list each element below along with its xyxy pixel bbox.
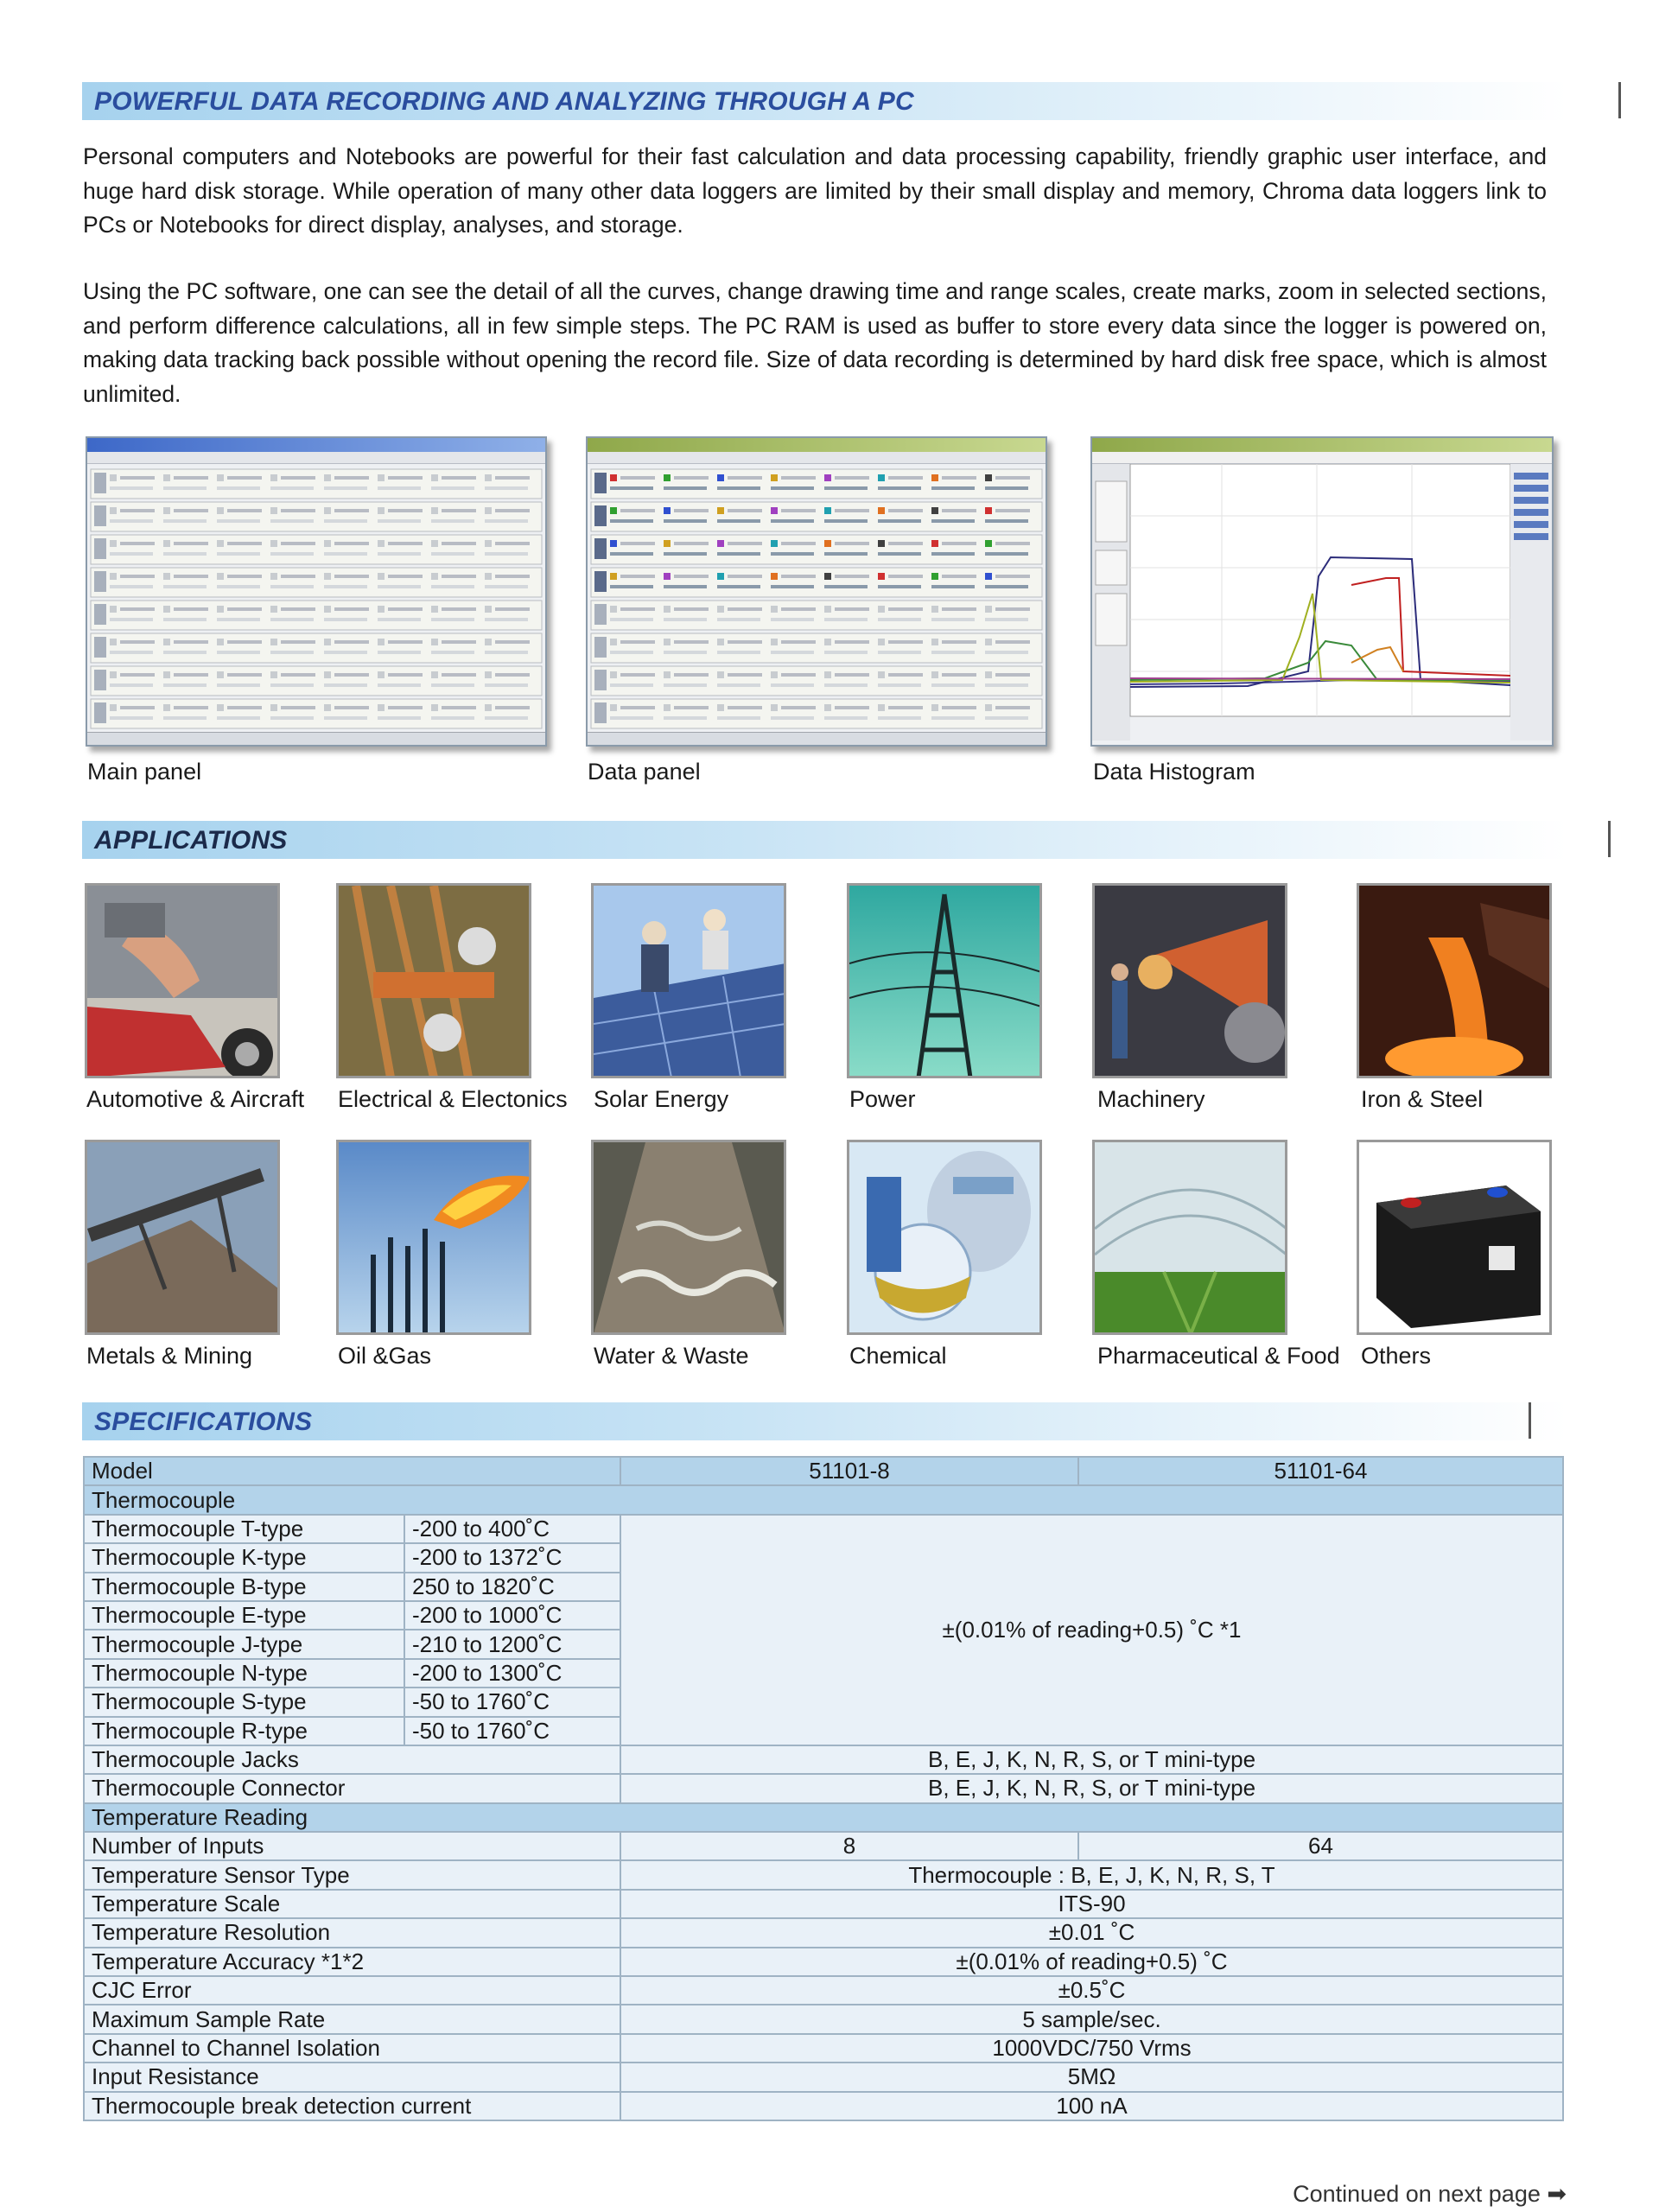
- table-row: [84, 1745, 1563, 1774]
- table-row: [84, 1485, 1563, 1514]
- spec-label: Thermocouple Jacks: [84, 1745, 620, 1774]
- tc-type-range: -200 to 1372˚C: [404, 1543, 620, 1572]
- section-title: APPLICATIONS: [94, 826, 288, 855]
- data-panel-grid: [588, 464, 1046, 732]
- spec-value: ±0.01 ˚C: [620, 1918, 1563, 1947]
- application-label: Automotive & Aircraft: [86, 1086, 305, 1112]
- greenhouse-photo-icon: [1092, 1140, 1287, 1335]
- spec-value: B, E, J, K, N, R, S, or T mini-type: [620, 1745, 1563, 1774]
- main-panel-grid: [87, 464, 545, 732]
- application-label: Machinery: [1097, 1086, 1205, 1112]
- table-row: [84, 1774, 1563, 1802]
- spec-label: Temperature Accuracy *1*2: [84, 1948, 620, 1976]
- model-51101-8: 51101-8: [620, 1457, 1078, 1485]
- application-label: Power: [849, 1086, 916, 1112]
- intro-paragraph-2: Using the PC software, one can see the detail of all the curves, change drawing time and range scales, create marks, zoom in selected sections, and perform difference calculations, all in few simple steps. The PC RAM is used as buffer to store every data since the logger is powered on, making data tracking back possible without opening the record file. Size of data recording is determined by hard disk free space, which is almost unlimited.: [83, 278, 1547, 407]
- table-row: [84, 1948, 1563, 1976]
- application-label: Pharmaceutical & Food: [1097, 1343, 1340, 1369]
- application-label: Others: [1361, 1343, 1432, 1369]
- tc-type-name: Thermocouple K-type: [84, 1543, 404, 1572]
- specifications-table: [83, 1456, 1564, 2121]
- spec-label: Temperature Sensor Type: [84, 1860, 620, 1889]
- application-label: Iron & Steel: [1361, 1086, 1484, 1112]
- machinery-photo-icon: [1092, 883, 1287, 1078]
- electronics-photo-icon: [336, 883, 531, 1078]
- tc-type-name: Thermocouple T-type: [84, 1515, 404, 1543]
- spec-value: 1000VDC/750 Vrms: [620, 2034, 1563, 2063]
- spec-value: B, E, J, K, N, R, S, or T mini-type: [620, 1774, 1563, 1802]
- table-row: [84, 1976, 1563, 2005]
- mining-photo-icon: [85, 1140, 280, 1335]
- tc-type-range: 250 to 1820˚C: [404, 1573, 620, 1601]
- tc-type-range: -200 to 1300˚C: [404, 1659, 620, 1688]
- data-histogram-screenshot: [1090, 436, 1554, 747]
- application-label: Chemical: [849, 1343, 947, 1369]
- divider: [1618, 82, 1621, 118]
- section-title: POWERFUL DATA RECORDING AND ANALYZING THROUGH A PC: [94, 87, 914, 116]
- spec-label: CJC Error: [84, 1976, 620, 2005]
- automotive-photo-icon: [85, 883, 280, 1078]
- spec-label: Number of Inputs: [84, 1832, 620, 1860]
- application-label: Electrical & Electonics: [338, 1086, 568, 1112]
- table-row: [84, 2005, 1563, 2033]
- application-label: Metals & Mining: [86, 1343, 253, 1369]
- model-label: Model: [84, 1457, 620, 1485]
- spec-value: Thermocouple : B, E, J, K, N, R, S, T: [620, 1860, 1563, 1889]
- tc-type-range: -50 to 1760˚C: [404, 1688, 620, 1716]
- table-row: [84, 2063, 1563, 2091]
- application-label: Oil &Gas: [338, 1343, 432, 1369]
- continued-text: Continued on next page: [1293, 2181, 1541, 2207]
- spec-value: 8: [620, 1832, 1078, 1860]
- model-51101-64: 51101-64: [1078, 1457, 1563, 1485]
- tc-type-range: -50 to 1760˚C: [404, 1717, 620, 1745]
- section-header-applications: [82, 821, 1568, 859]
- spec-label: Input Resistance: [84, 2063, 620, 2091]
- spec-label: Channel to Channel Isolation: [84, 2034, 620, 2063]
- main-panel-screenshot: [86, 436, 547, 747]
- tc-type-name: Thermocouple E-type: [84, 1601, 404, 1630]
- power-tower-photo-icon: [847, 883, 1042, 1078]
- battery-photo-icon: [1357, 1140, 1552, 1335]
- tc-type-name: Thermocouple R-type: [84, 1717, 404, 1745]
- spec-value: ITS-90: [620, 1890, 1563, 1918]
- table-row: [84, 1860, 1563, 1889]
- section-header-pc: [82, 82, 1568, 120]
- table-row: [84, 1918, 1563, 1947]
- tc-accuracy: ±(0.01% of reading+0.5) ˚C *1: [620, 1515, 1563, 1745]
- intro-paragraph-1: Personal computers and Notebooks are powerful for their fast calculation and data processing capability, friendly graphic user interface, and huge hard disk storage. While operation of many other data loggers are limited by their small display and memory, Chroma data loggers link to PCs or Notebooks for direct display, analyses, and storage.: [83, 143, 1547, 238]
- divider: [1529, 1402, 1531, 1439]
- screenshot-caption-histogram: Data Histogram: [1093, 759, 1255, 785]
- steel-photo-icon: [1357, 883, 1552, 1078]
- tc-type-name: Thermocouple S-type: [84, 1688, 404, 1716]
- table-row: [84, 1515, 1563, 1543]
- application-label: Solar Energy: [594, 1086, 729, 1112]
- chemical-photo-icon: [847, 1140, 1042, 1335]
- spec-value: ±0.5˚C: [620, 1976, 1563, 2005]
- spec-label: Maximum Sample Rate: [84, 2005, 620, 2033]
- tc-type-range: -200 to 400˚C: [404, 1515, 620, 1543]
- table-row: [84, 1457, 1563, 1485]
- spec-value: 64: [1078, 1832, 1563, 1860]
- application-label: Water & Waste: [594, 1343, 749, 1369]
- continued-note: [1293, 2181, 1567, 2208]
- spec-label: Temperature Scale: [84, 1890, 620, 1918]
- section-title: SPECIFICATIONS: [94, 1408, 313, 1436]
- screenshot-caption-main: Main panel: [87, 759, 202, 785]
- divider: [1608, 821, 1611, 857]
- section-header-specifications: [82, 1402, 1568, 1440]
- thermocouple-header: Thermocouple: [84, 1485, 1563, 1514]
- tc-type-range: -200 to 1000˚C: [404, 1601, 620, 1630]
- table-row: [84, 2034, 1563, 2063]
- spec-value: 5 sample/sec.: [620, 2005, 1563, 2033]
- screenshot-caption-data: Data panel: [588, 759, 701, 785]
- spec-label: Thermocouple break detection current: [84, 2092, 620, 2120]
- tc-type-name: Thermocouple J-type: [84, 1630, 404, 1658]
- solar-photo-icon: [591, 883, 786, 1078]
- histogram-plot: [1092, 464, 1552, 741]
- tc-type-range: -210 to 1200˚C: [404, 1630, 620, 1658]
- table-row: [84, 1832, 1563, 1860]
- spec-label: Temperature Resolution: [84, 1918, 620, 1947]
- spec-value: ±(0.01% of reading+0.5) ˚C: [620, 1948, 1563, 1976]
- oil-gas-photo-icon: [336, 1140, 531, 1335]
- table-row: [84, 2092, 1563, 2120]
- right-arrow-icon: ➡: [1547, 2181, 1567, 2207]
- tc-type-name: Thermocouple N-type: [84, 1659, 404, 1688]
- temperature-reading-header: Temperature Reading: [84, 1803, 1563, 1832]
- data-panel-screenshot: [586, 436, 1047, 747]
- table-row: [84, 1890, 1563, 1918]
- spec-label: Thermocouple Connector: [84, 1774, 620, 1802]
- tc-type-name: Thermocouple B-type: [84, 1573, 404, 1601]
- water-photo-icon: [591, 1140, 786, 1335]
- spec-value: 100 nA: [620, 2092, 1563, 2120]
- spec-value: 5MΩ: [620, 2063, 1563, 2091]
- table-row: [84, 1803, 1563, 1832]
